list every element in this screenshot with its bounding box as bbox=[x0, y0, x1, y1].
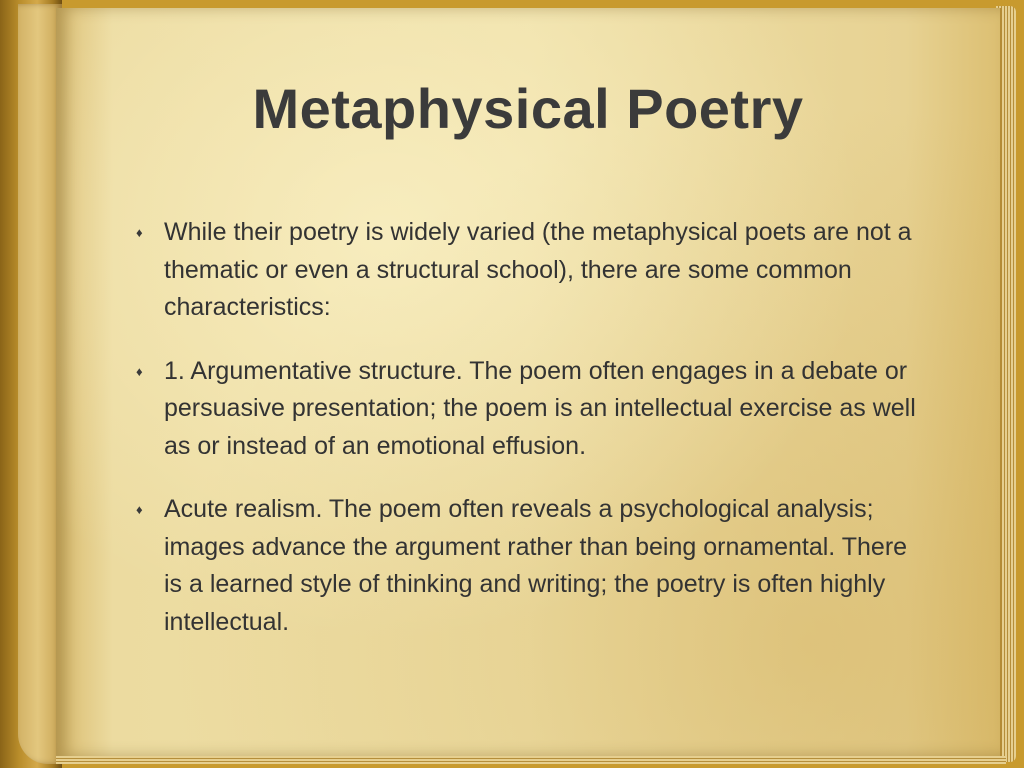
diamond-bullet-icon: ♦ bbox=[136, 502, 143, 517]
diamond-bullet-icon: ♦ bbox=[136, 363, 143, 379]
bullet-item bbox=[136, 214, 926, 327]
bullet-text: While their poetry is widely varied (the metaphysical poets are not a thematic or even a structural school), there are some common characteristics: bbox=[164, 218, 912, 321]
page-stack-bottom bbox=[56, 756, 1006, 764]
bullet-text: Acute realism. The poem often reveals a psychological analysis; images advance the argument rather than being ornamental. There is a learned style of thinking and writing; the poetry is often highly intellectual. bbox=[164, 495, 908, 636]
diamond-bullet-icon: ♦ bbox=[136, 225, 143, 240]
bullet-list bbox=[136, 214, 926, 667]
bullet-text: 1. Argumentative structure. The poem often engages in a debate or persuasive presentation; the poem is an intellectual exercise as well as or instead of an emotional effusion. bbox=[164, 356, 916, 460]
book-page bbox=[56, 8, 1002, 756]
slide-title: Metaphysical Poetry bbox=[252, 77, 804, 140]
bullet-item bbox=[136, 491, 926, 641]
bullet-item bbox=[136, 353, 926, 466]
